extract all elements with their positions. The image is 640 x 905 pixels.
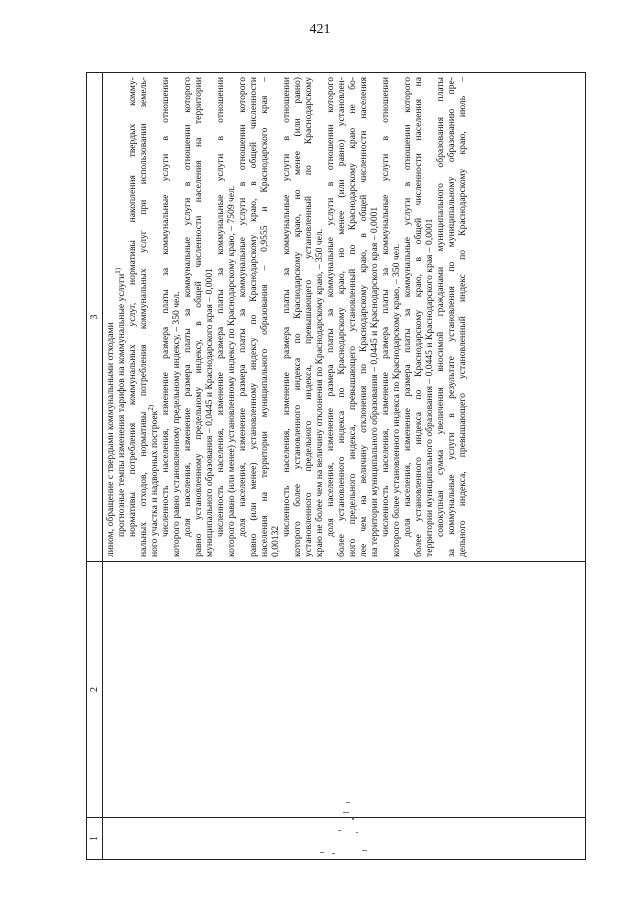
table-header-row xyxy=(87,73,103,859)
line-text: которого более установленного индекса по Краснодарскому краю, – 350 чел. xyxy=(391,243,402,557)
table-text-line xyxy=(446,77,457,557)
header-cell-3: 3 xyxy=(88,314,100,320)
line-text: которого равно (или менее) установленному индексу по Краснодарскому краю, – 7509 чел. xyxy=(226,185,237,557)
table-text-line xyxy=(325,77,336,557)
table-text-line xyxy=(380,77,391,557)
table-text-line xyxy=(424,77,435,557)
line-text: населения на территории муниципального образования – 0,9555 и Краснодарского края – xyxy=(259,77,270,557)
table-text-line xyxy=(204,77,215,557)
line-text: доля населения, изменение размера платы за коммунальные услуги в отношении которого xyxy=(237,77,248,537)
table-text-line xyxy=(435,77,446,557)
table-text-line xyxy=(369,77,380,557)
table-text-line xyxy=(248,77,259,557)
line-text: нормативы потребления коммунальных услуг, нормативы накопления твердых комму- xyxy=(127,77,138,537)
line-text: которого более установленного индекса по Краснодарскому краю, но менее (или равно) xyxy=(292,77,303,557)
line-text: равно (или менее) установленному индексу по Краснодарскому краю, в общей численности xyxy=(248,77,259,557)
line-text: доля населения, изменение размера платы за коммунальные услуги в отношении которого xyxy=(402,77,413,537)
scan-artifact-marks xyxy=(312,800,382,860)
line-text: лее чем на величину отклонения по Краснодарскому краю, в общей численности населения xyxy=(358,77,369,557)
line-text: численность населения, изменение размера платы за коммунальные услуги в отношении xyxy=(160,77,171,537)
line-text: краю не более чем на величину отклонения по Краснодарскому краю, – 350 чел. xyxy=(314,228,325,557)
table-text-line xyxy=(146,77,160,557)
table-text-line xyxy=(270,77,281,557)
table-text-line xyxy=(259,77,270,557)
data-table xyxy=(86,72,586,860)
line-text: ного участка и надворных построек xyxy=(149,410,160,557)
line-text: муниципального образования – 0,0445 и Краснодарского края – 0,0001 xyxy=(204,268,215,557)
table-text-line xyxy=(391,77,402,557)
table-text-line xyxy=(237,77,248,557)
table-text-line xyxy=(138,77,149,557)
line-text: более установленного индекса по Краснодарскому краю, но менее (или равно) установлен- xyxy=(336,77,347,557)
table-text-line xyxy=(402,77,413,557)
line-text: 0,00132 xyxy=(270,525,281,557)
table-text-line xyxy=(292,77,303,557)
header-cell-2: 2 xyxy=(87,561,102,817)
line-text: совокупная сумма увеличения вносимой гражданами муниципального образования платы xyxy=(435,77,446,537)
table-text-line xyxy=(413,77,424,557)
line-text: численность населения, изменение размера платы за коммунальные услуги в отношении xyxy=(380,77,391,537)
line-text: прогнозные темпы изменения тарифов на коммунальные услуги xyxy=(116,273,127,537)
body-cell-3 xyxy=(103,73,585,561)
line-text: численность населения, изменение размера платы за коммунальные услуги в отношении xyxy=(215,77,226,537)
table-text-line xyxy=(215,77,226,557)
line-text: нальных отходов, нормативы потребления коммунальных услуг при использовании земель- xyxy=(138,77,149,557)
header-cell-1: 1 xyxy=(87,817,102,859)
table-text-line xyxy=(347,77,358,557)
page-number: 421 xyxy=(309,22,331,37)
line-text: на территории муниципального образования – 0,0445 и Краснодарского края – 0,0001 xyxy=(369,206,380,557)
line-text: территории муниципального образования – 0,0445 и Краснодарского края – 0,0001 xyxy=(424,218,435,557)
body-cell-2 xyxy=(103,561,585,817)
table-text-line xyxy=(314,77,325,557)
table-text-line xyxy=(127,77,138,557)
table-text-line xyxy=(171,77,182,557)
line-text: которого равно установленному предельному индексу, – 350 чел. xyxy=(171,291,182,557)
line-text: равно установленному предельному индексу, в общей численности населения на территории xyxy=(193,77,204,557)
line-text: лином, обращение с твердыми коммунальными отходами xyxy=(105,322,116,557)
table-text-line xyxy=(303,77,314,557)
line-text: численность населения, изменение размера платы за коммунальные услуги в отношении xyxy=(281,77,292,537)
rotated-table-container xyxy=(86,72,586,860)
line-text: дельного индекса, превышающего установленный индекс по Краснодарскому краю, июль – xyxy=(457,77,468,557)
line-text: доля населения, изменение размера платы за коммунальные услуги в отношении которого xyxy=(325,77,336,537)
line-text: доля населения, изменение размера платы за коммунальные услуги в отношении которого xyxy=(182,77,193,537)
table-text-line xyxy=(226,77,237,557)
table-text-line xyxy=(105,77,116,557)
line-text: установленного предельного индекса, превышающего установленный по Краснодарскому xyxy=(303,77,314,557)
table-text-line xyxy=(281,77,292,557)
footnote-marker: 1) xyxy=(113,267,122,274)
line-text: за коммунальные услуги в результате установления по муниципальному образованию пре- xyxy=(446,77,457,557)
table-text-line xyxy=(193,77,204,557)
table-text-line xyxy=(113,77,127,557)
footnote-marker: 2) xyxy=(146,404,155,411)
table-text-line xyxy=(336,77,347,557)
table-text-line xyxy=(182,77,193,557)
line-text: ного предельного индекса, превышающего установленный по Краснодарскому краю не бо- xyxy=(347,77,358,557)
table-body-row xyxy=(103,73,585,859)
line-text: более установленного индекса по Краснодарскому краю, в общей численности населения на xyxy=(413,77,424,557)
table-text-line xyxy=(358,77,369,557)
table-text-line xyxy=(457,77,468,557)
table-text-line xyxy=(160,77,171,557)
